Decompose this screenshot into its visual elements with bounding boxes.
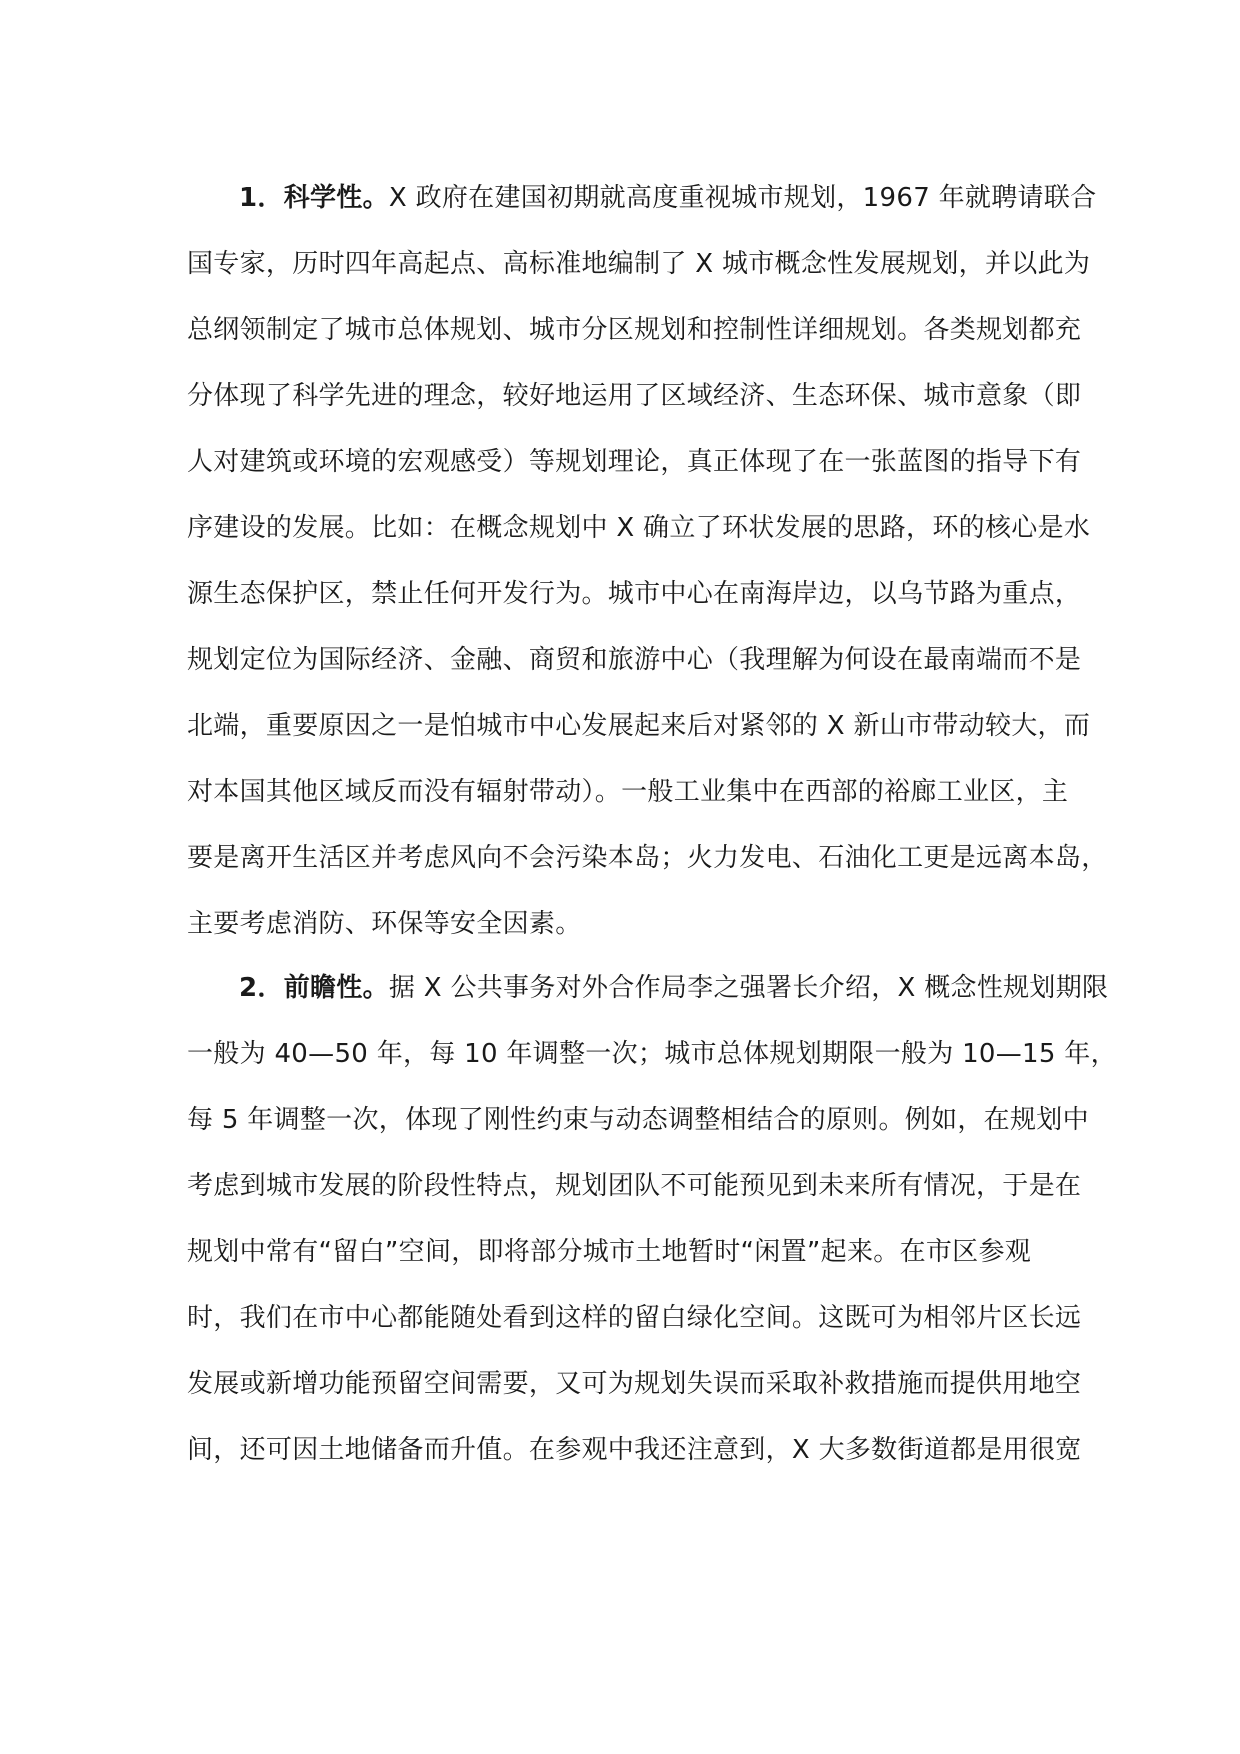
paragraph-heading: 1．科学性。	[239, 183, 389, 213]
paragraph-line: 总纲领制定了城市总体规划、城市分区规划和控制性详细规划。各类规划都充	[187, 315, 1082, 345]
paragraph-heading: 2．前瞻性。	[239, 973, 389, 1003]
paragraph-forward-looking	[187, 960, 1117, 1488]
paragraph-line: 序建设的发展。比如：在概念规划中 X 确立了环状发展的思路，环的核心是水	[187, 513, 1091, 543]
paragraph-line: 要是离开生活区并考虑风向不会污染本岛；火力发电、石油化工更是远离本岛，	[187, 843, 1108, 873]
paragraph-line: 分体现了科学先进的理念，较好地运用了区域经济、生态环保、城市意象（即	[187, 381, 1082, 411]
paragraph-line: 每 5 年调整一次，体现了刚性约束与动态调整相结合的原则。例如，在规划中	[187, 1105, 1089, 1135]
paragraph-line: 间，还可因土地储备而升值。在参观中我还注意到，X 大多数街道都是用很宽	[187, 1435, 1082, 1465]
paragraph-line	[187, 960, 1109, 1026]
paragraph-line: 对本国其他区域反而没有辐射带动）。一般工业集中在西部的裕廊工业区，主	[187, 777, 1069, 807]
paragraph-line: 规划定位为国际经济、金融、商贸和旅游中心（我理解为何设在最南端而不是	[187, 645, 1082, 675]
paragraph-line	[187, 170, 1097, 236]
paragraph-line: 一般为 40—50 年，每 10 年调整一次；城市总体规划期限一般为 10—15 年，	[187, 1039, 1117, 1069]
paragraph-line: 北端，重要原因之一是怕城市中心发展起来后对紧邻的 X 新山市带动较大，而	[187, 711, 1091, 741]
paragraph-text: 据 X 公共事务对外合作局李之强署长介绍，X 概念性规划期限	[388, 973, 1109, 1003]
paragraph-line: 国专家，历时四年高起点、高标准地编制了 X 城市概念性发展规划，并以此为	[187, 249, 1091, 279]
paragraph-line: 时，我们在市中心都能随处看到这样的留白绿化空间。这既可为相邻片区长远	[187, 1303, 1082, 1333]
paragraph-line: 人对建筑或环境的宏观感受）等规划理论，真正体现了在一张蓝图的指导下有	[187, 447, 1082, 477]
paragraph-line: 规划中常有“留白”空间，即将部分城市土地暂时“闲置”起来。在市区参观	[187, 1237, 1032, 1267]
paragraph-line: 考虑到城市发展的阶段性特点，规划团队不可能预见到未来所有情况，于是在	[187, 1171, 1082, 1201]
paragraph-line: 发展或新增功能预留空间需要，又可为规划失误而采取补救措施而提供用地空	[187, 1369, 1082, 1399]
paragraph-text: X 政府在建国初期就高度重视城市规划，1967 年就聘请联合	[388, 183, 1097, 213]
paragraph-line: 源生态保护区，禁止任何开发行为。城市中心在南海岸边，以乌节路为重点，	[187, 579, 1082, 609]
paragraph-line: 主要考虑消防、环保等安全因素。	[187, 909, 582, 939]
paragraph-scientific	[187, 170, 1108, 962]
